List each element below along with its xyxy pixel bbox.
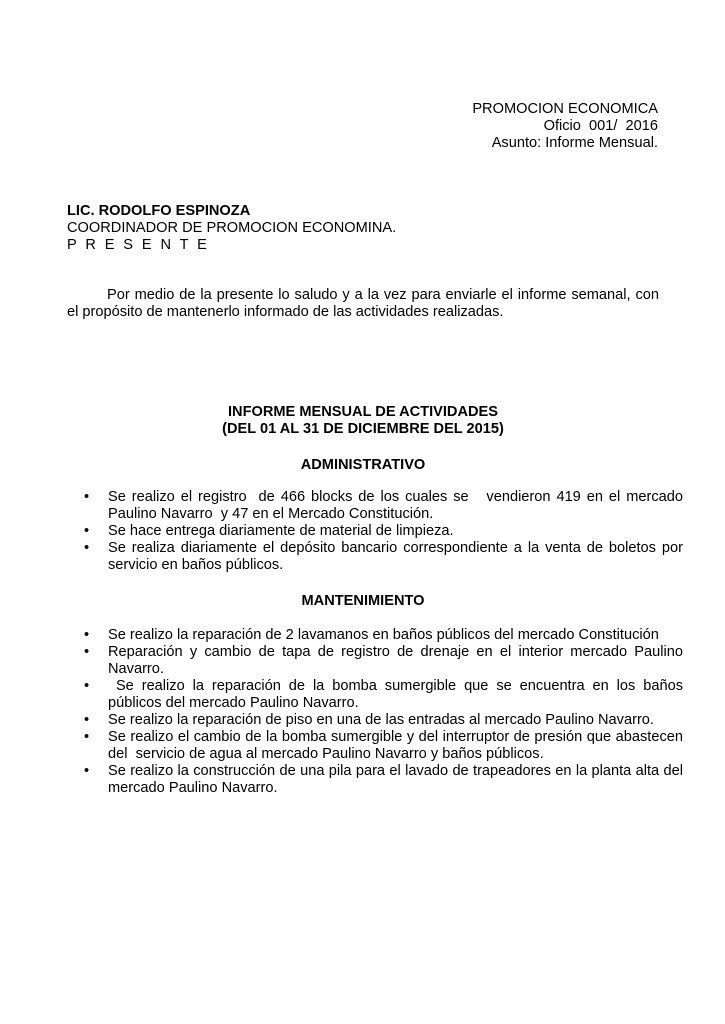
list-item-text: Se realizo la reparación de 2 lavamanos en baños públicos del mercado Constitución xyxy=(108,627,659,643)
administrativo-list xyxy=(84,489,688,574)
section-title-mantenimiento: MANTENIMIENTO xyxy=(301,593,425,609)
list-item-text: Se realizo el cambio de la bomba sumergible y del interruptor de presión que abastecen del servicio de agua al mercado Paulino Navarro y baños públicos. xyxy=(108,729,688,762)
intro-paragraph: Por medio de la presente lo saludo y a la vez para enviarle el informe semanal, con el propósito de mantenerlo informado de las actividades realizadas. xyxy=(67,287,659,320)
office-number: Oficio 001/ 2016 xyxy=(543,118,658,134)
bullet-icon: • xyxy=(84,644,90,660)
list-item xyxy=(84,540,688,574)
bullet-icon: • xyxy=(84,489,90,505)
recipient-block xyxy=(67,203,396,254)
letter-header xyxy=(472,101,658,152)
list-item-text: Se realizo el registro de 466 blocks de los cuales se vendieron 419 en el mercado Paulino Navarro y 47 en el Mercado Constitución. xyxy=(108,489,688,522)
list-item xyxy=(84,644,688,678)
bullet-icon: • xyxy=(84,729,90,745)
list-item xyxy=(84,627,683,644)
list-item-text: Se realizo la reparación de la bomba sumergible que se encuentra en los baños públicos del mercado Paulino Navarro. xyxy=(108,678,688,711)
bullet-icon: • xyxy=(84,763,90,779)
list-item-text: Se realizo la reparación de piso en una de las entradas al mercado Paulino Navarro. xyxy=(108,712,654,728)
report-title: INFORME MENSUAL DE ACTIVIDADES xyxy=(228,404,498,420)
report-period: (DEL 01 AL 31 DE DICIEMBRE DEL 2015) xyxy=(222,421,504,437)
mantenimiento-list xyxy=(84,627,688,797)
list-item xyxy=(84,763,688,797)
list-item-text: Reparación y cambio de tapa de registro de drenaje en el interior mercado Paulino Navarro. xyxy=(108,644,688,677)
list-item-text: Se realiza diariamente el depósito bancario correspondiente a la venta de boletos por servicio en baños públicos. xyxy=(108,540,688,573)
bullet-icon: • xyxy=(84,712,90,728)
presente-label: P R E S E N T E xyxy=(67,237,210,253)
list-item xyxy=(84,729,688,763)
list-item xyxy=(84,712,683,729)
list-item-text: Se realizo la construcción de una pila para el lavado de trapeadores en la planta alta del mercado Paulino Navarro. xyxy=(108,763,688,796)
list-item xyxy=(84,489,688,523)
letter-subject: Asunto: Informe Mensual. xyxy=(491,135,658,151)
bullet-icon: • xyxy=(84,523,90,539)
bullet-icon: • xyxy=(84,627,90,643)
bullet-icon: • xyxy=(84,678,90,694)
department-name: PROMOCION ECONOMICA xyxy=(472,101,658,117)
list-item-text: Se hace entrega diariamente de material de limpieza. xyxy=(108,523,454,539)
section-title-administrativo: ADMINISTRATIVO xyxy=(300,457,426,473)
list-item xyxy=(84,678,688,712)
recipient-name: LIC. RODOLFO ESPINOZA xyxy=(67,203,251,219)
list-item xyxy=(84,523,683,540)
bullet-icon: • xyxy=(84,540,90,556)
report-title-block xyxy=(67,404,659,438)
recipient-position: COORDINADOR DE PROMOCION ECONOMINA. xyxy=(67,220,397,236)
